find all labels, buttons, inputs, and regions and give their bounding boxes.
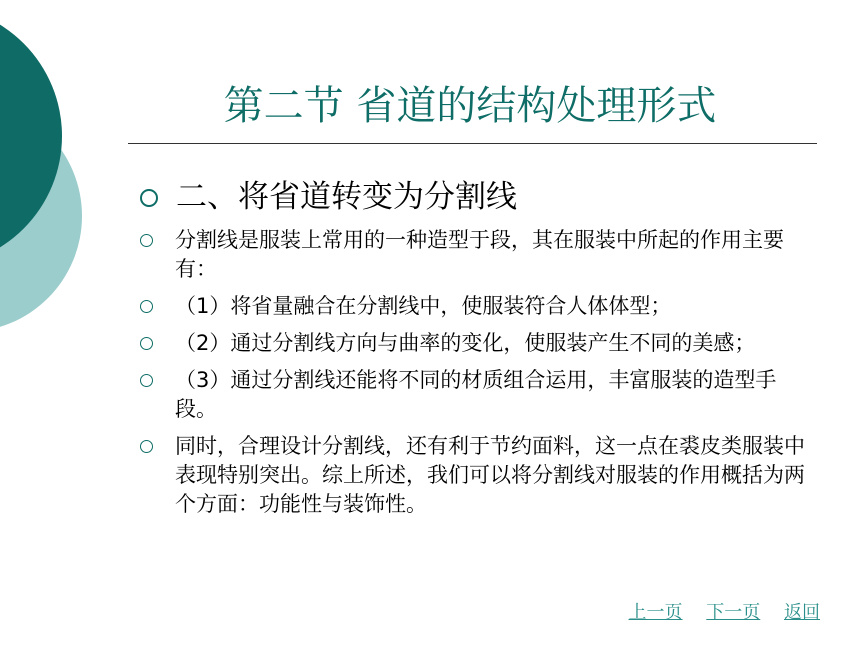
list-item	[134, 292, 814, 321]
next-page-link[interactable]: 下一页	[706, 602, 761, 623]
list-item	[134, 366, 814, 424]
back-link[interactable]: 返回	[784, 602, 820, 623]
bullet-circle-icon	[140, 234, 153, 247]
slide-navigation	[611, 598, 820, 624]
bullet-circle-icon	[140, 189, 158, 207]
decorative-circles	[0, 0, 120, 645]
bullet-circle-icon	[140, 440, 153, 453]
list-item-text: 分割线是服装上常用的一种造型于段，其在服装中所起的作用主要有：	[175, 228, 784, 281]
prev-page-link[interactable]: 上一页	[628, 602, 683, 623]
bullet-circle-icon	[140, 300, 153, 313]
list-item-text: （2）通过分割线方向与曲率的变化，使服装产生不同的美感；	[175, 331, 756, 355]
list-item	[134, 176, 814, 218]
slide-content	[134, 176, 814, 527]
slide-title: 第二节 省道的结构处理形式	[223, 83, 717, 129]
list-item-text: 同时，合理设计分割线，还有利于节约面料，这一点在裘皮类服装中表现特别突出。综上所述，我们可以将分割线对服装的作用概括为两个方面：功能性与装饰性。	[175, 434, 805, 516]
list-item-text: （1）将省量融合在分割线中，使服装符合人体体型；	[175, 294, 672, 318]
list-item	[134, 432, 814, 519]
list-item	[134, 329, 814, 358]
title-divider	[128, 143, 817, 144]
bullet-circle-icon	[140, 337, 153, 350]
bullet-circle-icon	[140, 374, 153, 387]
list-item-text: 二、将省道转变为分割线	[176, 179, 517, 215]
list-item-text: （3）通过分割线还能将不同的材质组合运用，丰富服装的造型手段。	[175, 368, 777, 421]
list-item	[134, 226, 814, 284]
